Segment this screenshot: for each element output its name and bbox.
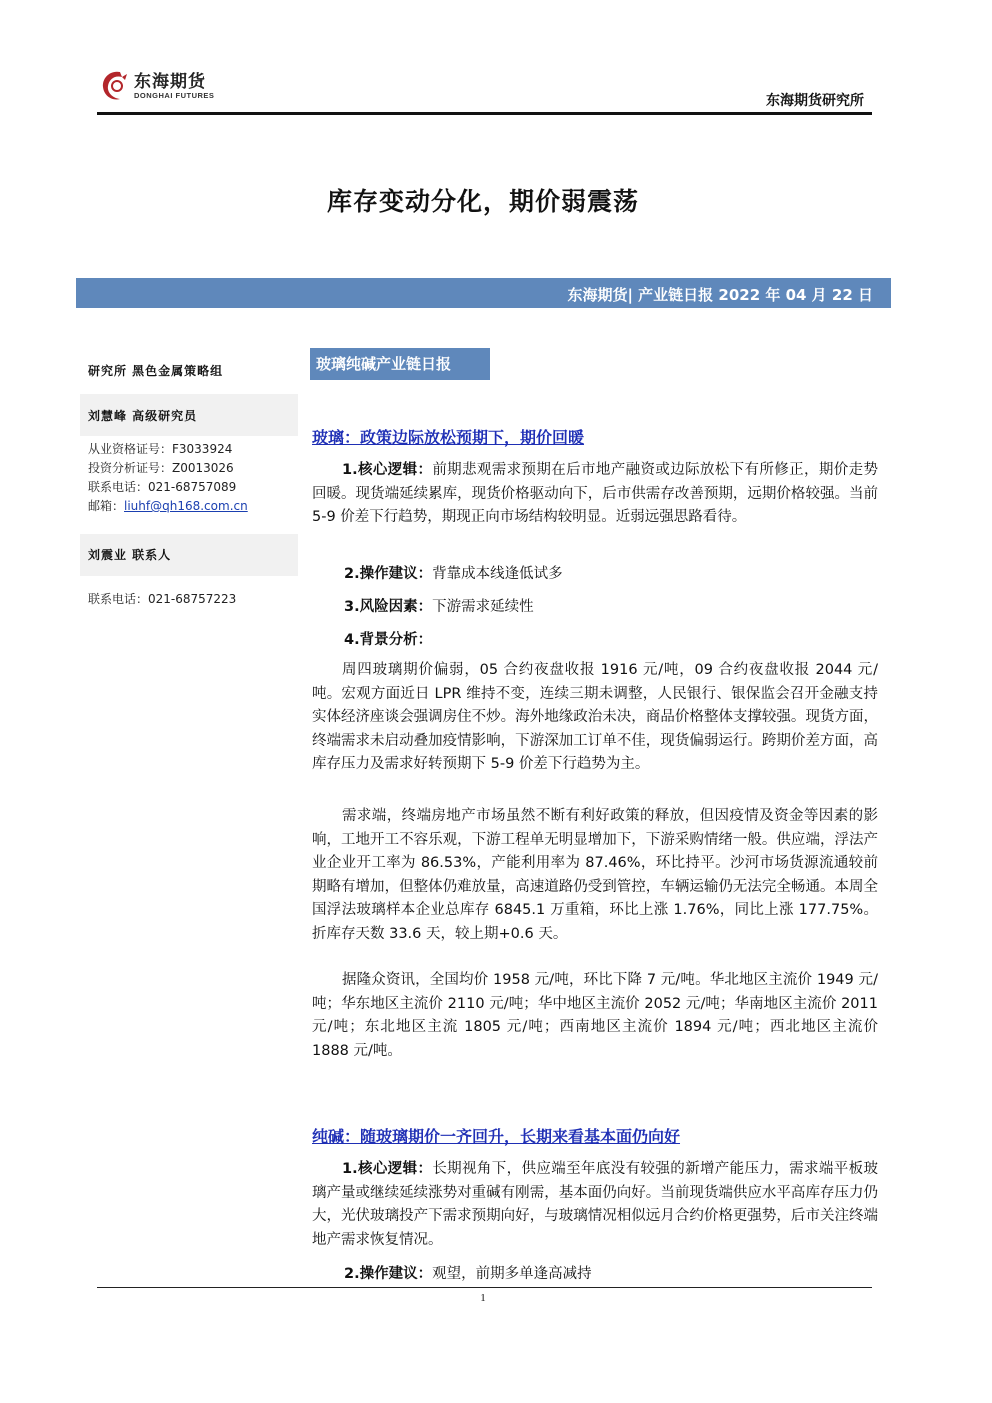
glass-background-paragraph-2: 需求端，终端房地产市场虽然不断有利好政策的释放，但因疫情及资金等因素的影响，工地开工不容乐观，下游工程单无明显增加下，下游采购情绪一般。供应端，浮法产业企业开工率为 86.53%，产能利用率为 87.46%，环比持平。沙河市场货源流通较前期略有增加，但整体仍难放量，高速道路仍受到管控，车辆运输仍无法完全畅通。本周全国浮法玻璃样本企业总库存 6845.1 万重箱，环比上涨 1.76%，同比上涨 177.75%。折库存天数 33.6 天，较上期+0.6 天。	[312, 808, 878, 942]
page-number: 1	[480, 1292, 486, 1304]
analyst1-email-row	[88, 497, 248, 514]
analyst1-email-link[interactable]: liuhf@qh168.com.cn	[124, 499, 248, 513]
soda-core-logic	[312, 1158, 878, 1252]
banner-text: 东海期货| 产业链日报 2022 年 04 月 22 日	[567, 286, 873, 304]
soda-logic-label: 1.核心逻辑：	[342, 1161, 433, 1177]
footer-divider	[97, 1287, 872, 1288]
glass-logic-text: 前期悲观需求预期在后市地产融资或边际放松下有所修正，期价走势回暖。现货端延续累库，现货价格驱动向下，后市供需存改善预期，远期价格较强。当前 5-9 价差下行趋势，期现正向市场结构较明显。近弱远强思路看待。	[312, 462, 878, 526]
glass-heading-link[interactable]: 玻璃：政策边际放松预期下，期价回暖	[312, 428, 585, 447]
header-divider	[97, 112, 872, 115]
glass-advice-label: 2.操作建议：	[344, 566, 433, 582]
report-banner	[76, 278, 891, 308]
document-title: 库存变动分化，期价弱震荡	[326, 187, 639, 216]
glass-background-label: 4.背景分析：	[344, 632, 433, 648]
logo-chinese-text: 东海期货	[134, 72, 206, 92]
dragon-logo-icon	[98, 68, 130, 104]
analyst2-name: 刘震业 联系人	[88, 548, 172, 562]
glass-core-logic	[312, 459, 878, 530]
glass-advice-text: 背靠成本线逢低试多	[432, 566, 563, 582]
analyst1-name: 刘慧峰 高级研究员	[88, 409, 198, 423]
soda-advice	[344, 1262, 592, 1283]
logo-english-text: DONGHAI FUTURES	[134, 91, 215, 100]
analyst1-phone: 联系电话：021-68757089	[88, 480, 237, 494]
soda-advice-text: 观望，前期多单逢高减持	[432, 1266, 592, 1282]
sidebar-group: 研究所 黑色金属策略组	[88, 364, 224, 378]
analyst1-investment-cert: 投资分析证号：Z0013026	[88, 461, 234, 475]
glass-risk-text: 下游需求延续性	[432, 599, 534, 615]
glass-advice	[344, 562, 563, 583]
glass-logic-label: 1.核心逻辑：	[342, 462, 433, 478]
glass-background-paragraph-3: 据隆众资讯，全国均价 1958 元/吨，环比下降 7 元/吨。华北地区主流价 1949 元/吨；华东地区主流价 2110 元/吨；华中地区主流价 2052 元/吨；华南地区主流价 2011 元/吨；东北地区主流 1805 元/吨；西南地区主流价 1894 元/吨；西北地区主流价 1888 元/吨。	[312, 972, 878, 1059]
analyst1-qualification: 从业资格证号：F3033924	[88, 442, 233, 456]
glass-risk	[344, 595, 534, 616]
glass-background-paragraph-1: 周四玻璃期价偏弱，05 合约夜盘收报 1916 元/吨，09 合约夜盘收报 2044 元/吨。宏观方面近日 LPR 维持不变，连续三期未调整，人民银行、银保监会召开金融支持实体经济座谈会强调房住不炒。海外地缘政治未决，商品价格整体支撑较强。现货方面，终端需求未启动叠加疫情影响，下游深加工订单不佳，现货偏弱运行。跨期价差方面，高库存压力及需求好转预期下 5-9 价差下行趋势为主。	[312, 662, 878, 773]
company-logo	[98, 64, 238, 108]
soda-logic-text: 长期视角下，供应端至年底没有较强的新增产能压力，需求端平板玻璃产量或继续延续涨势对重碱有刚需，基本面仍向好。当前现货端供应水平高库存压力仍大，光伏玻璃投产下需求预期向好，与玻璃情况相似远月合约价格更强势，后市关注终端地产需求恢复情况。	[312, 1161, 878, 1248]
soda-advice-label: 2.操作建议：	[344, 1266, 433, 1282]
header-institution: 东海期货研究所	[766, 93, 864, 109]
email-label: 邮箱：	[88, 499, 125, 513]
analyst2-phone: 联系电话：021-68757223	[88, 592, 237, 606]
glass-risk-label: 3.风险因素：	[344, 599, 433, 615]
section-badge: 玻璃纯碱产业链日报	[310, 348, 490, 380]
soda-heading-link[interactable]: 纯碱：随玻璃期价一齐回升，长期来看基本面仍向好	[312, 1127, 681, 1146]
